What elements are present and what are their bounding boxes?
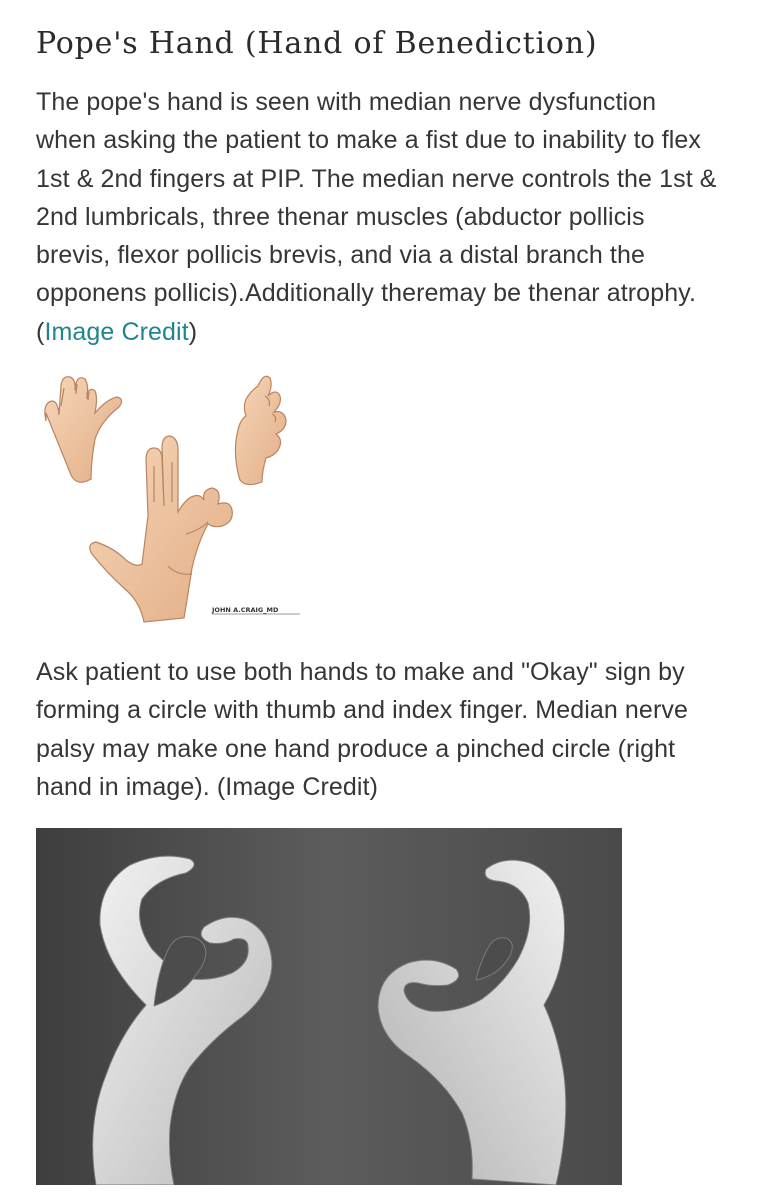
- text-line: when asking the patient to make a fist due to inability to flex: [36, 126, 702, 155]
- credit-line: [36, 313, 746, 351]
- okay-sign-description: [36, 653, 746, 806]
- illustrator-signature: [211, 606, 300, 614]
- image-credit-link[interactable]: Image Credit: [44, 317, 189, 346]
- text-line: forming a circle with thumb and index finger. Median nerve: [36, 696, 688, 725]
- paren-close: ): [188, 317, 198, 346]
- hand-drawing-center: [90, 436, 233, 622]
- hand-drawing-left: [45, 377, 122, 483]
- text-line: palsy may make one hand produce a pinched circle (right: [36, 734, 676, 763]
- text-line: 1st & 2nd fingers at PIP. The median nerve controls the 1st &: [36, 164, 717, 193]
- paren-open: (: [36, 317, 45, 346]
- hand-drawing-right: [235, 376, 286, 484]
- text-line: The pope's hand is seen with median nerve dysfunction: [36, 88, 657, 116]
- text-line: 2nd lumbricals, three thenar muscles (abductor pollicis: [36, 202, 645, 231]
- svg-text:JOHN A.CRAIG_MD: JOHN A.CRAIG_MD: [212, 606, 279, 614]
- pope-hand-illustration: [36, 366, 326, 636]
- text-line: Ask patient to use both hands to make and "Okay" sign by: [36, 658, 685, 686]
- text-line: hand in image). (Image Credit): [36, 772, 379, 801]
- text-line: brevis, flexor pollicis brevis, and via a distal branch the: [36, 241, 645, 270]
- okay-sign-photo: [36, 828, 622, 1185]
- section-title: Pope's Hand (Hand of Benediction): [36, 26, 598, 61]
- pope-hand-description: [36, 83, 746, 351]
- text-line: opponens pollicis).Additionally theremay be thenar atrophy.: [36, 279, 696, 308]
